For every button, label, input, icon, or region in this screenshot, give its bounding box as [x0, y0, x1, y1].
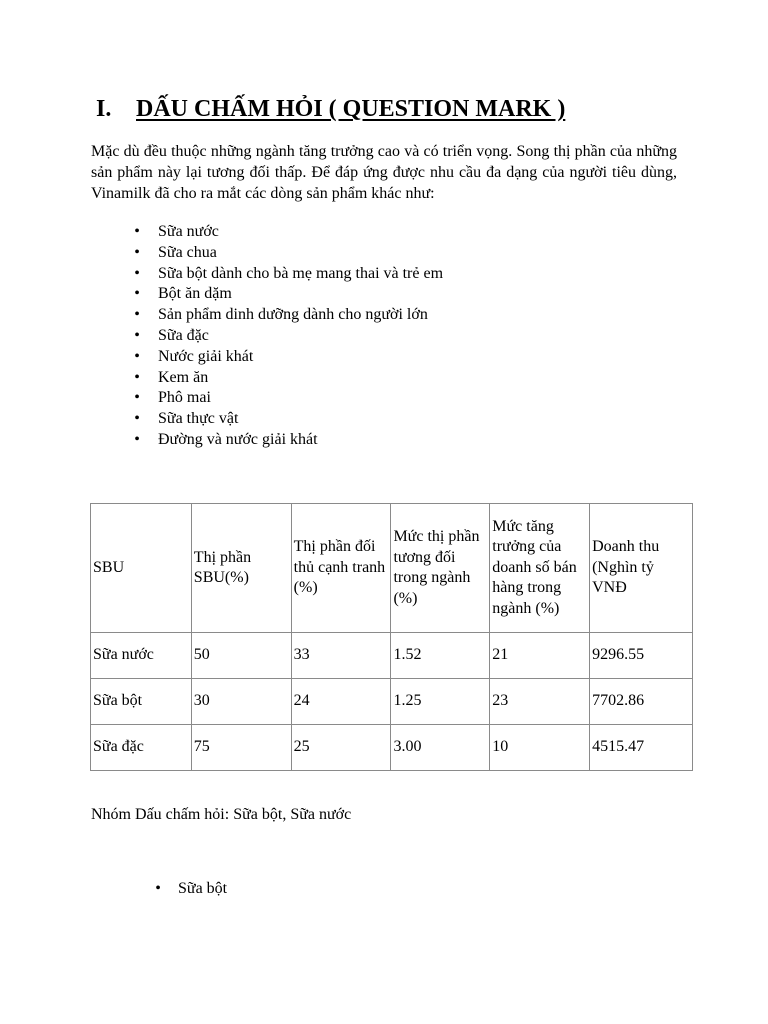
table-cell: Sữa bột — [91, 679, 192, 725]
list-item: • Bột ăn dặm — [132, 284, 443, 305]
table-cell: 50 — [191, 633, 291, 679]
table-row — [91, 679, 693, 725]
list-item: • Nước giải khát — [132, 347, 443, 368]
table-cell: 3.00 — [391, 725, 490, 771]
intro-paragraph: Mặc dù đều thuộc những ngành tăng trưởng cao và có triển vọng. Song thị phần của những sản phẩm này lại tương đối thấp. Để đáp ứng được nhu cầu đa dạng của người tiêu dùng, Vinamilk đã cho ra mắt các dòng sản phẩm khác như: — [91, 143, 677, 202]
table-cell: 24 — [291, 679, 391, 725]
sbu-table — [90, 503, 693, 771]
table-cell: 1.52 — [391, 633, 490, 679]
bullet-icon: • — [134, 285, 140, 303]
table-cell: 10 — [490, 725, 590, 771]
product-list — [132, 222, 443, 451]
table-row — [91, 633, 693, 679]
table-cell: 23 — [490, 679, 590, 725]
list-item: • Sữa đặc — [132, 326, 443, 347]
group-note: Nhóm Dấu chấm hỏi: Sữa bột, Sữa nước — [91, 806, 352, 823]
table-cell: 30 — [191, 679, 291, 725]
table-cell: 21 — [490, 633, 590, 679]
bullet-icon: • — [155, 880, 161, 897]
table-cell: 25 — [291, 725, 391, 771]
bullet-icon: • — [134, 430, 140, 448]
table-cell: Sữa nước — [91, 633, 192, 679]
list-item: • Sữa chua — [132, 243, 443, 264]
bullet-icon: • — [134, 368, 140, 386]
table-cell: 9296.55 — [590, 633, 693, 679]
table-cell: 33 — [291, 633, 391, 679]
list-item: • Sữa thực vật — [132, 409, 443, 430]
bullet-icon: • — [134, 410, 140, 428]
header-cell: Doanh thu (Nghìn tỷ VNĐ — [590, 504, 693, 633]
header-cell: Mức thị phần tương đối trong ngành (%) — [391, 504, 490, 633]
table-cell: Sữa đặc — [91, 725, 192, 771]
table-cell: 4515.47 — [590, 725, 693, 771]
header-cell: Thị phần SBU(%) — [191, 504, 291, 633]
bullet-icon: • — [134, 389, 140, 407]
bullet-icon: • — [134, 326, 140, 344]
list-item: • Sữa bột dành cho bà mẹ mang thai và trẻ em — [132, 264, 443, 285]
list-item: • Sữa nước — [132, 222, 443, 243]
list-item: • Sữa bột — [153, 878, 227, 899]
list-item: • Phô mai — [132, 388, 443, 409]
list-item: • Kem ăn — [132, 368, 443, 389]
section-heading — [96, 92, 565, 126]
list-item: • Đường và nước giải khát — [132, 430, 443, 451]
table-cell: 1.25 — [391, 679, 490, 725]
section-number: I. — [96, 96, 112, 122]
table-cell: 7702.86 — [590, 679, 693, 725]
bullet-icon: • — [134, 243, 140, 261]
bullet-icon: • — [134, 347, 140, 365]
section-title: DẤU CHẤM HỎI ( QUESTION MARK ) — [136, 96, 566, 122]
bullet-icon: • — [134, 306, 140, 324]
bullet-icon: • — [134, 264, 140, 282]
table-header-row — [91, 504, 693, 633]
list-item: • Sản phẩm dinh dưỡng dành cho người lớn — [132, 305, 443, 326]
header-cell: Mức tăng trưởng của doanh số bán hàng trong ngành (%) — [490, 504, 590, 633]
header-cell: SBU — [91, 504, 192, 633]
table-cell: 75 — [191, 725, 291, 771]
bullet-icon: • — [134, 223, 140, 240]
sub-list — [153, 878, 227, 899]
header-cell: Thị phần đối thủ cạnh tranh (%) — [291, 504, 391, 633]
table-row — [91, 725, 693, 771]
